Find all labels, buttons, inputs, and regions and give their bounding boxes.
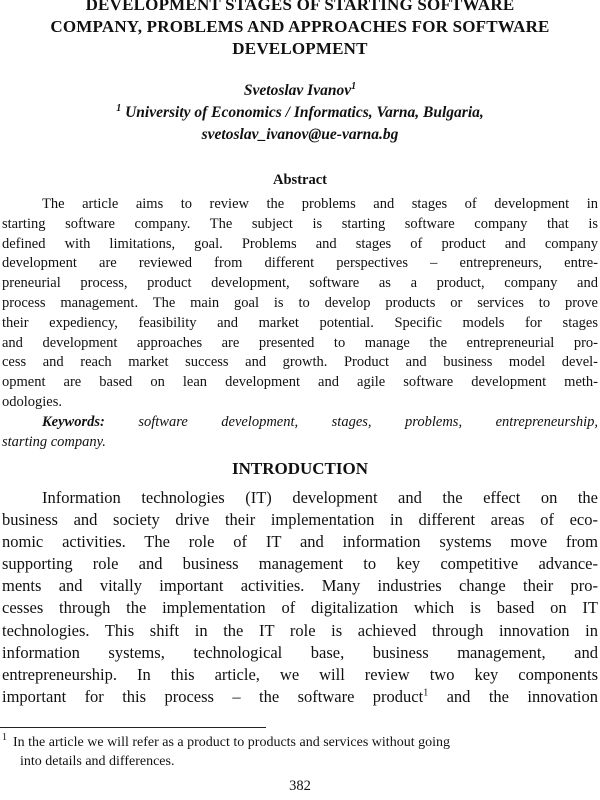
- author-email: svetoslav_ivanov@ue-varna.bg: [201, 126, 399, 143]
- intro-line: entrepreneurship. In this article, we will review two key components: [2, 664, 598, 684]
- footnote-reference[interactable]: 1: [423, 687, 429, 699]
- keywords-label: Keywords:: [42, 413, 105, 430]
- footnote-text-2: into details and differences.: [20, 754, 175, 769]
- page-number: 382: [289, 778, 311, 794]
- abstract-line: defined with limitations, goal. Problems and stages of product and company: [2, 235, 598, 252]
- title-line-1: DEVELOPMENT STAGES OF STARTING SOFTWARE: [85, 0, 515, 14]
- footnote-mark: 1: [2, 732, 7, 744]
- keywords-text-continued: starting company.: [2, 433, 106, 450]
- intro-line: nomic activities. The role of IT and information systems move from: [2, 532, 598, 552]
- paper-title: [0, 0, 600, 60]
- title-line-3: DEVELOPMENT: [232, 39, 368, 58]
- abstract-heading: Abstract: [273, 172, 327, 188]
- intro-last-line: [0, 686, 600, 708]
- footnote-divider: [0, 727, 266, 728]
- abstract-line: cess and reach market success and growth. Product and business model devel-: [2, 354, 598, 371]
- intro-last-text-before: important for this process – the software product: [2, 686, 424, 706]
- footnote-text-1: In the article we will refer as a product to products and services without going: [13, 735, 450, 750]
- author-superscript: 1: [351, 80, 357, 92]
- footnote-line-1: [0, 733, 600, 752]
- introduction-heading: INTRODUCTION: [231, 459, 369, 478]
- intro-line: cesses through the implementation of digitalization which is based on IT: [2, 598, 598, 618]
- abstract-body: [0, 195, 600, 452]
- intro-line: ments and vitally important activities. Many industries change their pro-: [2, 576, 598, 596]
- abstract-line: preneurial process, product development, software as a product, company and: [2, 275, 598, 292]
- abstract-line: their expediency, feasibility and market potential. Specific models for stages: [2, 314, 598, 331]
- intro-line: Information technologies (IT) development and the effect on the: [42, 488, 598, 507]
- footnote: [0, 733, 600, 771]
- intro-line: information systems, technological base, business management, and: [2, 642, 598, 662]
- author-name: Svetoslav Ivanov: [243, 82, 352, 99]
- introduction-body: [0, 487, 600, 708]
- keywords-text: software development, stages, problems, entrepreneurship,: [138, 413, 598, 430]
- keywords-line: [0, 413, 600, 433]
- affiliation: University of Economics / Informatics, Varna, Bulgaria,: [125, 104, 484, 121]
- affiliation-line: [0, 102, 600, 124]
- intro-last-text-after: and the innovation: [428, 686, 598, 706]
- abstract-line: opment are based on lean development and agile software development meth-: [2, 374, 598, 391]
- abstract-line: and development approaches are presented to manage the entrepreneurial pro-: [2, 334, 598, 351]
- abstract-line: starting software company. The subject is starting software company that is: [2, 215, 598, 232]
- abstract-last-line: odologies.: [2, 393, 63, 410]
- affiliation-superscript: 1: [116, 102, 122, 114]
- author-name-line: [0, 80, 600, 102]
- intro-line: technologies. This shift in the IT role is achieved through innovation in: [2, 620, 598, 640]
- title-line-2: COMPANY, PROBLEMS AND APPROACHES FOR SOFTWARE: [50, 17, 550, 36]
- author-block: [0, 80, 600, 146]
- intro-line: supporting role and business management to key competitive advance-: [2, 554, 598, 574]
- abstract-line: development are reviewed from different perspectives – entrepreneurs, entre-: [2, 255, 598, 272]
- abstract-line: The article aims to review the problems and stages of development in: [42, 196, 598, 212]
- abstract-line: process management. The main goal is to develop products or services to prove: [2, 294, 598, 311]
- intro-line: business and society drive their implementation in different areas of eco-: [2, 510, 598, 530]
